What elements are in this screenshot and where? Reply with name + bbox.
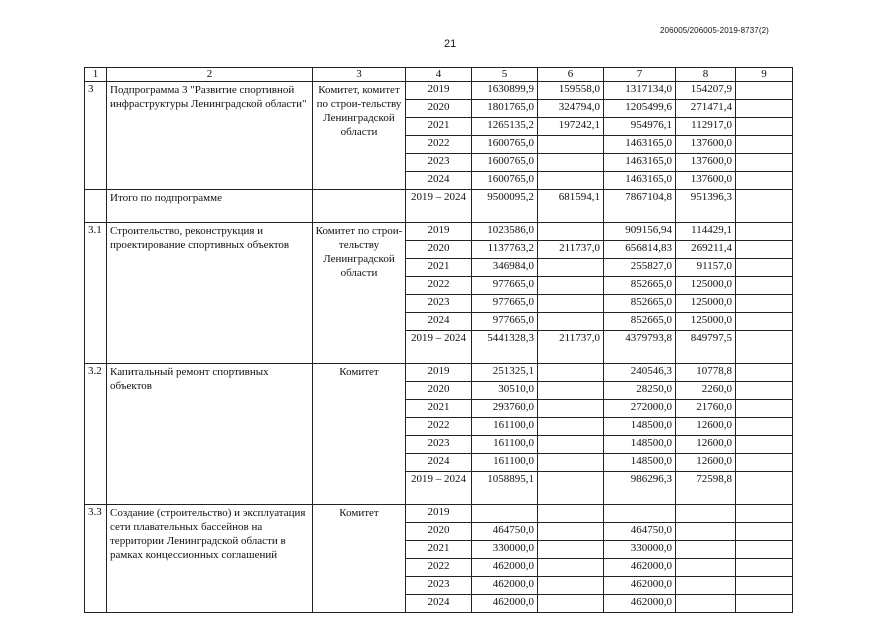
value-col6 bbox=[538, 418, 604, 436]
value-col6 bbox=[538, 523, 604, 541]
column-number-3: 3 bbox=[313, 68, 406, 82]
value-col7: 148500,0 bbox=[604, 418, 676, 436]
value-col7: 1317134,0 bbox=[604, 82, 676, 100]
value-col6 bbox=[538, 277, 604, 295]
value-col9 bbox=[736, 595, 793, 613]
value-col7: 272000,0 bbox=[604, 400, 676, 418]
value-col9 bbox=[736, 259, 793, 277]
value-col8: 137600,0 bbox=[676, 172, 736, 190]
column-number-7: 7 bbox=[604, 68, 676, 82]
year-cell: 2020 bbox=[406, 382, 472, 400]
value-col6: 211737,0 bbox=[538, 241, 604, 259]
value-col9 bbox=[736, 418, 793, 436]
value-col8: 137600,0 bbox=[676, 136, 736, 154]
value-col9 bbox=[736, 190, 793, 223]
value-col6 bbox=[538, 223, 604, 241]
value-col7: 1463165,0 bbox=[604, 172, 676, 190]
value-col9 bbox=[736, 559, 793, 577]
value-col5: 9500095,2 bbox=[472, 190, 538, 223]
year-cell: 2021 bbox=[406, 118, 472, 136]
value-col6 bbox=[538, 472, 604, 505]
value-col7: 1205499,6 bbox=[604, 100, 676, 118]
year-cell: 2019 bbox=[406, 505, 472, 523]
value-col7: 954976,1 bbox=[604, 118, 676, 136]
value-col8: 951396,3 bbox=[676, 190, 736, 223]
value-col6: 211737,0 bbox=[538, 331, 604, 364]
column-number-6: 6 bbox=[538, 68, 604, 82]
table-row bbox=[85, 190, 793, 223]
value-col6 bbox=[538, 400, 604, 418]
value-col5: 1600765,0 bbox=[472, 136, 538, 154]
column-number-row bbox=[85, 68, 793, 82]
value-col7: 240546,3 bbox=[604, 364, 676, 382]
row-index bbox=[85, 190, 107, 223]
value-col6: 681594,1 bbox=[538, 190, 604, 223]
value-col9 bbox=[736, 136, 793, 154]
row-name: Строительство, реконструкция и проектирование спортивных объектов bbox=[107, 223, 313, 364]
column-number-1: 1 bbox=[85, 68, 107, 82]
value-col6 bbox=[538, 295, 604, 313]
value-col9 bbox=[736, 382, 793, 400]
year-cell: 2019 – 2024 bbox=[406, 331, 472, 364]
value-col6: 324794,0 bbox=[538, 100, 604, 118]
value-col5: 293760,0 bbox=[472, 400, 538, 418]
value-col8 bbox=[676, 541, 736, 559]
value-col8: 154207,9 bbox=[676, 82, 736, 100]
table-body bbox=[85, 68, 793, 613]
value-col7: 852665,0 bbox=[604, 313, 676, 331]
value-col7: 852665,0 bbox=[604, 295, 676, 313]
column-number-8: 8 bbox=[676, 68, 736, 82]
value-col5: 346984,0 bbox=[472, 259, 538, 277]
value-col5: 464750,0 bbox=[472, 523, 538, 541]
value-col9 bbox=[736, 331, 793, 364]
value-col8: 12600,0 bbox=[676, 436, 736, 454]
year-cell: 2019 – 2024 bbox=[406, 190, 472, 223]
column-number-4: 4 bbox=[406, 68, 472, 82]
value-col9 bbox=[736, 241, 793, 259]
year-cell: 2022 bbox=[406, 418, 472, 436]
value-col7: 7867104,8 bbox=[604, 190, 676, 223]
year-cell: 2022 bbox=[406, 559, 472, 577]
row-index: 3.2 bbox=[85, 364, 107, 505]
year-cell: 2019 bbox=[406, 223, 472, 241]
value-col6 bbox=[538, 259, 604, 277]
value-col7: 1463165,0 bbox=[604, 154, 676, 172]
value-col8: 271471,4 bbox=[676, 100, 736, 118]
value-col9 bbox=[736, 454, 793, 472]
year-cell: 2020 bbox=[406, 100, 472, 118]
column-number-2: 2 bbox=[107, 68, 313, 82]
year-cell: 2022 bbox=[406, 277, 472, 295]
year-cell: 2020 bbox=[406, 523, 472, 541]
year-cell: 2022 bbox=[406, 136, 472, 154]
year-cell: 2024 bbox=[406, 595, 472, 613]
value-col9 bbox=[736, 505, 793, 523]
value-col7: 462000,0 bbox=[604, 595, 676, 613]
value-col7: 462000,0 bbox=[604, 559, 676, 577]
value-col6 bbox=[538, 541, 604, 559]
row-executor: Комитет bbox=[313, 364, 406, 505]
value-col5: 1137763,2 bbox=[472, 241, 538, 259]
value-col7: 148500,0 bbox=[604, 454, 676, 472]
value-col5: 161100,0 bbox=[472, 436, 538, 454]
value-col5: 1600765,0 bbox=[472, 154, 538, 172]
year-cell: 2019 bbox=[406, 364, 472, 382]
value-col7: 1463165,0 bbox=[604, 136, 676, 154]
value-col8 bbox=[676, 559, 736, 577]
value-col5: 462000,0 bbox=[472, 595, 538, 613]
row-index: 3 bbox=[85, 82, 107, 190]
value-col9 bbox=[736, 154, 793, 172]
year-cell: 2023 bbox=[406, 295, 472, 313]
table-row bbox=[85, 223, 793, 241]
value-col5: 977665,0 bbox=[472, 313, 538, 331]
value-col7: 909156,94 bbox=[604, 223, 676, 241]
value-col7: 255827,0 bbox=[604, 259, 676, 277]
value-col6 bbox=[538, 559, 604, 577]
value-col5: 1265135,2 bbox=[472, 118, 538, 136]
value-col5: 1600765,0 bbox=[472, 172, 538, 190]
value-col8: 269211,4 bbox=[676, 241, 736, 259]
value-col5: 251325,1 bbox=[472, 364, 538, 382]
value-col6 bbox=[538, 154, 604, 172]
year-cell: 2021 bbox=[406, 259, 472, 277]
year-cell: 2020 bbox=[406, 241, 472, 259]
value-col8: 849797,5 bbox=[676, 331, 736, 364]
value-col6 bbox=[538, 454, 604, 472]
value-col8: 12600,0 bbox=[676, 454, 736, 472]
value-col5: 5441328,3 bbox=[472, 331, 538, 364]
year-cell: 2023 bbox=[406, 577, 472, 595]
value-col9 bbox=[736, 436, 793, 454]
row-executor bbox=[313, 190, 406, 223]
value-col5: 977665,0 bbox=[472, 295, 538, 313]
value-col6 bbox=[538, 136, 604, 154]
value-col5: 161100,0 bbox=[472, 454, 538, 472]
year-cell: 2021 bbox=[406, 400, 472, 418]
value-col6 bbox=[538, 577, 604, 595]
column-number-5: 5 bbox=[472, 68, 538, 82]
value-col9 bbox=[736, 82, 793, 100]
value-col9 bbox=[736, 172, 793, 190]
value-col6 bbox=[538, 172, 604, 190]
value-col9 bbox=[736, 577, 793, 595]
value-col5: 30510,0 bbox=[472, 382, 538, 400]
value-col7: 148500,0 bbox=[604, 436, 676, 454]
value-col8: 112917,0 bbox=[676, 118, 736, 136]
year-cell: 2019 – 2024 bbox=[406, 472, 472, 505]
value-col9 bbox=[736, 100, 793, 118]
table-row bbox=[85, 505, 793, 523]
row-executor: Комитет bbox=[313, 505, 406, 613]
page-number: 21 bbox=[444, 38, 457, 50]
value-col9 bbox=[736, 541, 793, 559]
value-col7: 852665,0 bbox=[604, 277, 676, 295]
value-col9 bbox=[736, 118, 793, 136]
value-col8: 72598,8 bbox=[676, 472, 736, 505]
value-col7: 462000,0 bbox=[604, 577, 676, 595]
value-col5: 462000,0 bbox=[472, 577, 538, 595]
value-col6 bbox=[538, 313, 604, 331]
value-col5 bbox=[472, 505, 538, 523]
value-col7 bbox=[604, 505, 676, 523]
document-id: 206005/206005-2019-8737(2) bbox=[660, 26, 769, 35]
row-executor: Комитет, комитет по строи-тельству Ленинградской области bbox=[313, 82, 406, 190]
value-col8 bbox=[676, 595, 736, 613]
value-col8: 125000,0 bbox=[676, 277, 736, 295]
value-col8: 137600,0 bbox=[676, 154, 736, 172]
budget-table bbox=[84, 67, 793, 613]
row-name: Итого по подпрограмме bbox=[107, 190, 313, 223]
row-executor: Комитет по строи-тельству Ленинградской области bbox=[313, 223, 406, 364]
row-index: 3.3 bbox=[85, 505, 107, 613]
value-col6 bbox=[538, 382, 604, 400]
value-col9 bbox=[736, 313, 793, 331]
year-cell: 2023 bbox=[406, 436, 472, 454]
value-col9 bbox=[736, 523, 793, 541]
value-col8 bbox=[676, 505, 736, 523]
table-row bbox=[85, 364, 793, 382]
value-col8: 10778,8 bbox=[676, 364, 736, 382]
value-col5: 330000,0 bbox=[472, 541, 538, 559]
value-col5: 161100,0 bbox=[472, 418, 538, 436]
value-col8: 114429,1 bbox=[676, 223, 736, 241]
value-col9 bbox=[736, 223, 793, 241]
value-col8: 125000,0 bbox=[676, 295, 736, 313]
value-col9 bbox=[736, 472, 793, 505]
value-col8: 21760,0 bbox=[676, 400, 736, 418]
value-col9 bbox=[736, 277, 793, 295]
value-col7: 986296,3 bbox=[604, 472, 676, 505]
value-col5: 462000,0 bbox=[472, 559, 538, 577]
value-col6: 197242,1 bbox=[538, 118, 604, 136]
row-name: Капитальный ремонт спортивных объектов bbox=[107, 364, 313, 505]
value-col7: 4379793,8 bbox=[604, 331, 676, 364]
row-name: Подпрограмма 3 "Развитие спортивной инфраструктуры Ленинградской области" bbox=[107, 82, 313, 190]
value-col5: 1023586,0 bbox=[472, 223, 538, 241]
year-cell: 2019 bbox=[406, 82, 472, 100]
value-col5: 1058895,1 bbox=[472, 472, 538, 505]
year-cell: 2021 bbox=[406, 541, 472, 559]
value-col9 bbox=[736, 400, 793, 418]
value-col7: 28250,0 bbox=[604, 382, 676, 400]
column-number-9: 9 bbox=[736, 68, 793, 82]
value-col9 bbox=[736, 364, 793, 382]
value-col8: 125000,0 bbox=[676, 313, 736, 331]
year-cell: 2024 bbox=[406, 313, 472, 331]
value-col8: 12600,0 bbox=[676, 418, 736, 436]
value-col7: 656814,83 bbox=[604, 241, 676, 259]
value-col9 bbox=[736, 295, 793, 313]
value-col7: 330000,0 bbox=[604, 541, 676, 559]
value-col8: 91157,0 bbox=[676, 259, 736, 277]
row-index: 3.1 bbox=[85, 223, 107, 364]
value-col6 bbox=[538, 436, 604, 454]
value-col7: 464750,0 bbox=[604, 523, 676, 541]
value-col6 bbox=[538, 364, 604, 382]
year-cell: 2024 bbox=[406, 172, 472, 190]
value-col5: 1630899,9 bbox=[472, 82, 538, 100]
value-col6 bbox=[538, 505, 604, 523]
value-col6 bbox=[538, 595, 604, 613]
value-col8: 2260,0 bbox=[676, 382, 736, 400]
value-col5: 1801765,0 bbox=[472, 100, 538, 118]
year-cell: 2024 bbox=[406, 454, 472, 472]
value-col8 bbox=[676, 523, 736, 541]
table-row bbox=[85, 82, 793, 100]
value-col5: 977665,0 bbox=[472, 277, 538, 295]
value-col8 bbox=[676, 577, 736, 595]
row-name: Создание (строительство) и эксплуатация сети плавательных бассейнов на территории Ленинградской области в рамках концессионных соглашений bbox=[107, 505, 313, 613]
value-col6: 159558,0 bbox=[538, 82, 604, 100]
year-cell: 2023 bbox=[406, 154, 472, 172]
